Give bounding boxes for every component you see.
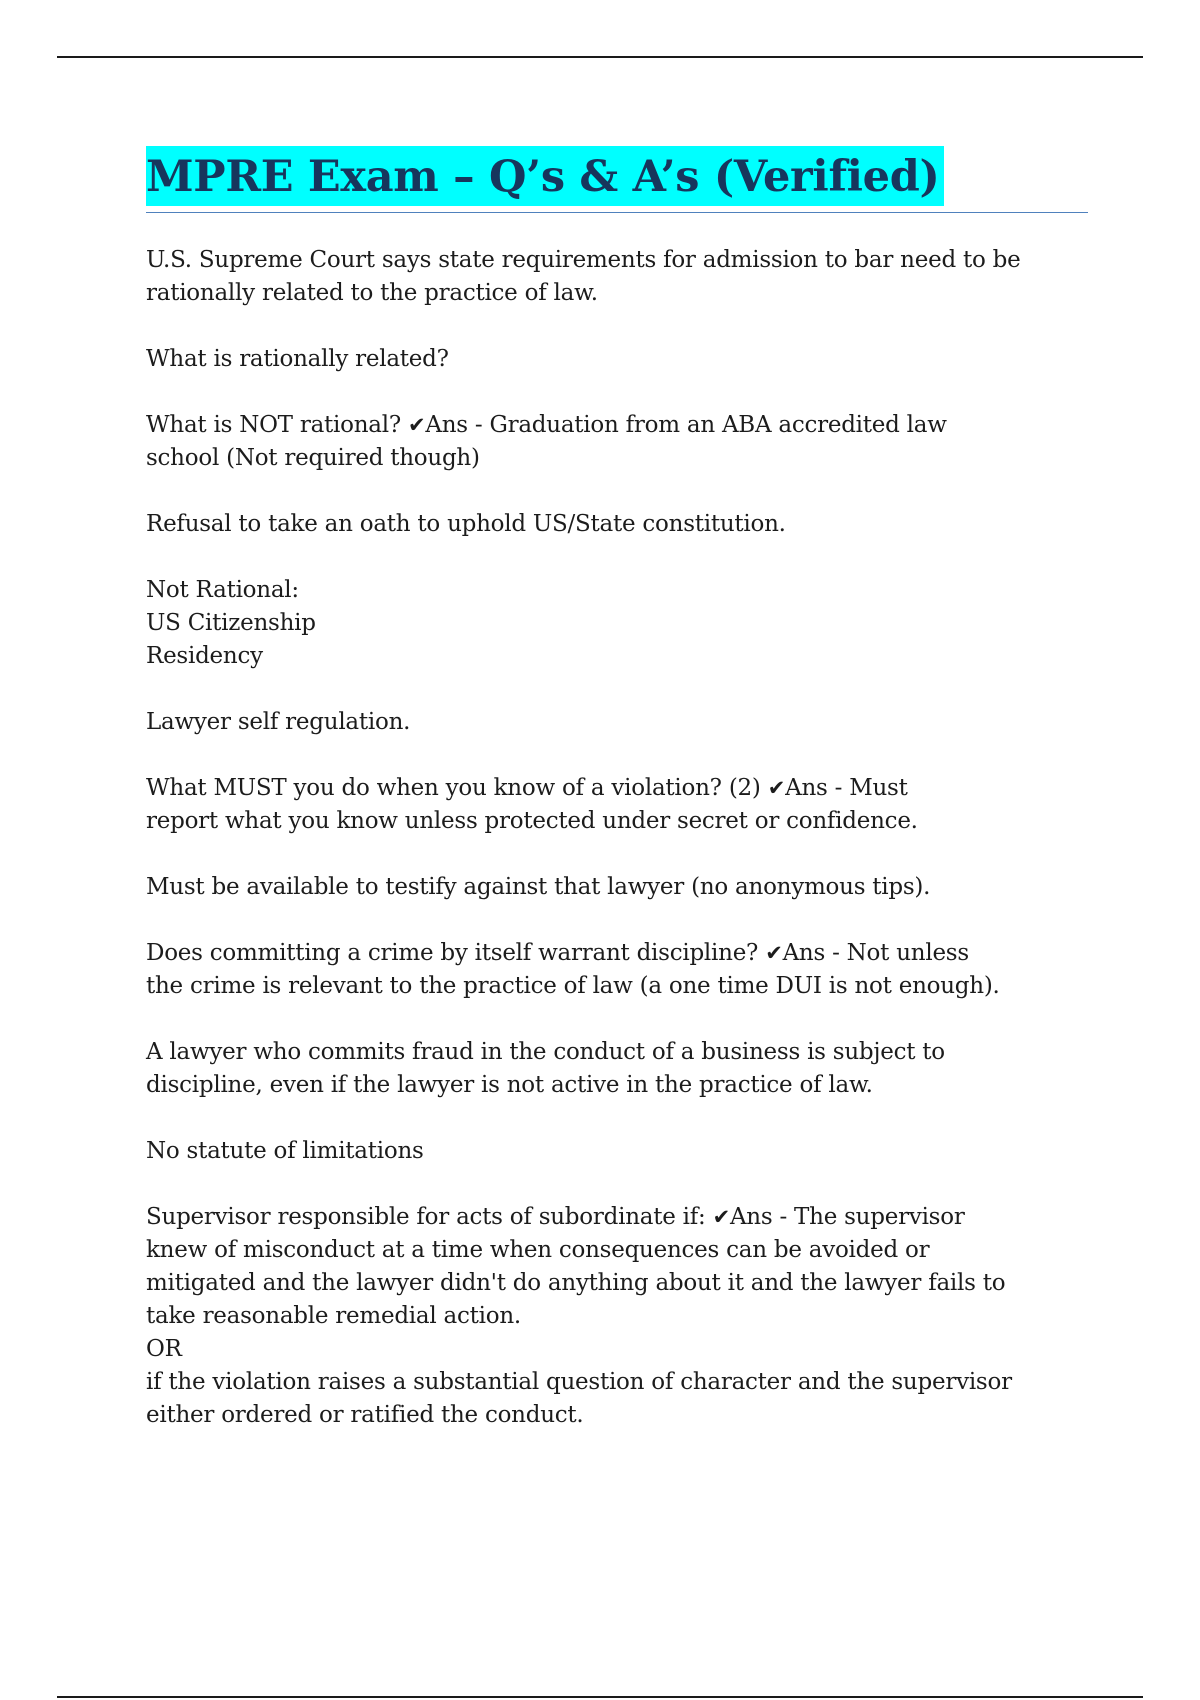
qa-text: [146, 244, 1088, 1432]
text-line: What is rationally related?: [146, 346, 449, 372]
checkmark-icon: ✔: [767, 776, 786, 800]
text-line: Residency: [146, 643, 263, 669]
text-line: Must be available to testify against that lawyer (no anonymous tips).: [146, 874, 931, 900]
text-line: A lawyer who commits fraud in the conduct of a business is subject to: [146, 1039, 945, 1065]
qa-paragraph: [146, 871, 1088, 904]
text-line: OR: [146, 1336, 182, 1362]
footer-rule: [57, 1696, 1143, 1698]
text-line: What MUST you do when you know of a violation? (2) ✔Ans - Must: [146, 775, 908, 801]
text-line: What is NOT rational? ✔Ans - Graduation from an ABA accredited law: [146, 412, 947, 438]
checkmark-icon: ✔: [408, 413, 426, 437]
qa-paragraph: [146, 1135, 1088, 1168]
text-line: if the violation raises a substantial question of character and the supervisor: [146, 1369, 1012, 1395]
text-line: Not Rational:: [146, 577, 299, 603]
page-title: MPRE Exam – Q’s & A’s (Verified): [146, 152, 940, 202]
header-rule: [57, 56, 1143, 58]
checkmark-icon: ✔: [712, 1205, 730, 1229]
text-line: U.S. Supreme Court says state requirements for admission to bar need to be: [146, 247, 1021, 273]
text-line: Supervisor responsible for acts of subordinate if: ✔Ans - The supervisor: [146, 1204, 965, 1230]
qa-paragraph: [146, 706, 1088, 739]
text-line: Refusal to take an oath to uphold US/State constitution.: [146, 511, 786, 537]
text-line: either ordered or ratified the conduct.: [146, 1402, 584, 1428]
qa-paragraph: [146, 574, 1088, 673]
checkmark-icon: ✔: [765, 941, 783, 965]
qa-paragraph: [146, 772, 1088, 838]
text-line: knew of misconduct at a time when consequences can be avoided or: [146, 1237, 930, 1263]
title-highlight: [146, 146, 944, 206]
text-line: No statute of limitations: [146, 1138, 424, 1164]
text-line: Does committing a crime by itself warrant discipline? ✔Ans - Not unless: [146, 940, 969, 966]
title-underline: [146, 212, 1088, 213]
qa-paragraph: [146, 1201, 1088, 1432]
text-line: mitigated and the lawyer didn't do anything about it and the lawyer fails to: [146, 1270, 1006, 1296]
text-line: school (Not required though): [146, 445, 480, 471]
text-line: rationally related to the practice of law.: [146, 280, 598, 306]
qa-paragraph: [146, 244, 1088, 310]
qa-paragraph: [146, 343, 1088, 376]
qa-paragraph: [146, 409, 1088, 475]
text-line: the crime is relevant to the practice of law (a one time DUI is not enough).: [146, 973, 1000, 999]
text-line: discipline, even if the lawyer is not active in the practice of law.: [146, 1072, 873, 1098]
text-line: Lawyer self regulation.: [146, 709, 411, 735]
text-line: report what you know unless protected under secret or confidence.: [146, 808, 918, 834]
document-body: [146, 146, 1088, 1465]
qa-paragraph: [146, 937, 1088, 1003]
text-line: take reasonable remedial action.: [146, 1303, 521, 1329]
qa-paragraph: [146, 508, 1088, 541]
qa-paragraph: [146, 1036, 1088, 1102]
text-line: US Citizenship: [146, 610, 316, 636]
